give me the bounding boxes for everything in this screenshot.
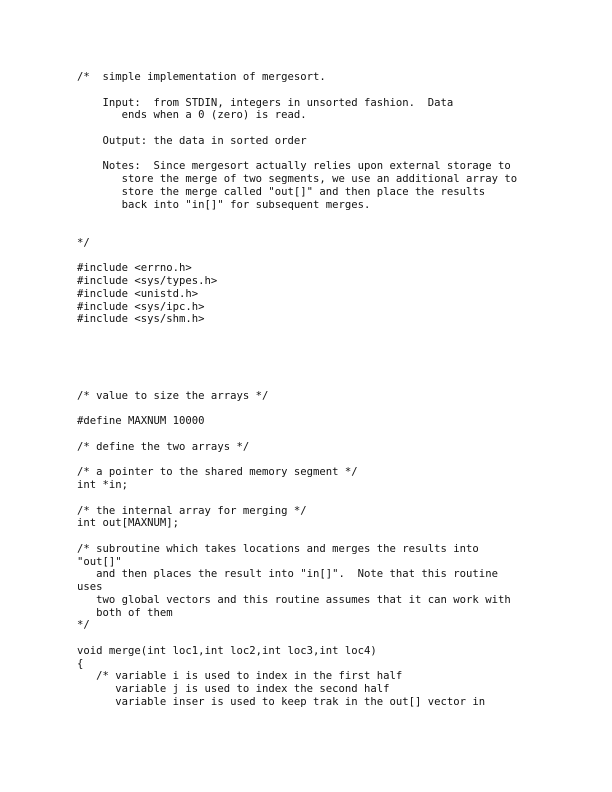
code-line: store the merge called "out[]" and then place the results [77, 185, 486, 198]
code-line: void merge(int loc1,int loc2,int loc3,int loc4) [77, 644, 377, 657]
code-line [77, 211, 517, 224]
code-line: Notes: Since mergesort actually relies upon external storage to [77, 160, 511, 173]
code-line: /* variable i is used to index in the first half [77, 670, 403, 683]
code-line: #include <sys/ipc.h> [77, 300, 205, 313]
code-line: back into "in[]" for subsequent merges. [77, 198, 371, 211]
code-line [77, 122, 517, 135]
code-line: int out[MAXNUM]; [77, 517, 180, 530]
code-line: */ [77, 236, 90, 249]
code-line: { [77, 657, 84, 670]
code-line: two global vectors and this routine assumes that it can work with [77, 593, 511, 606]
code-line [77, 224, 517, 237]
code-line: variable inser is used to keep trak in the out[] vector in [77, 695, 486, 708]
code-line: #include <errno.h> [77, 262, 192, 275]
code-line [77, 250, 517, 263]
code-line: "out[]" [77, 555, 122, 568]
code-line: Output: the data in sorted order [77, 134, 307, 147]
code-line: and then places the result into "in[]". Note that this routine [77, 568, 498, 581]
code-line: /* subroutine which takes locations and merges the results into [77, 542, 479, 555]
code-line: #define MAXNUM 10000 [77, 415, 205, 428]
code-line: uses [77, 581, 103, 593]
code-line: /* define the two arrays */ [77, 440, 250, 453]
code-line: #include <unistd.h> [77, 287, 199, 300]
code-line: both of them [77, 606, 173, 619]
code-line [77, 339, 517, 352]
code-line [77, 377, 517, 390]
code-line [77, 428, 517, 441]
source-code-listing [77, 71, 517, 709]
code-line [77, 530, 517, 543]
code-line: /* simple implementation of mergesort. [77, 71, 326, 83]
code-line: /* the internal array for merging */ [77, 504, 307, 517]
code-line: #include <sys/shm.h> [77, 313, 205, 326]
code-line [77, 364, 517, 377]
code-line: #include <sys/types.h> [77, 275, 218, 287]
code-line: /* a pointer to the shared memory segment */ [77, 466, 358, 479]
code-line [77, 632, 517, 645]
code-line [77, 403, 517, 416]
code-line: /* value to size the arrays */ [77, 389, 269, 402]
code-line: ends when a 0 (zero) is read. [77, 109, 307, 122]
code-line: */ [77, 619, 90, 632]
code-line [77, 148, 517, 161]
code-line [77, 326, 517, 339]
code-line [77, 492, 517, 505]
code-line [77, 352, 517, 365]
code-line: store the merge of two segments, we use an additional array to [77, 173, 518, 185]
code-line: Input: from STDIN, integers in unsorted fashion. Data [77, 96, 454, 109]
code-line [77, 454, 517, 467]
code-line [77, 84, 517, 97]
code-line: variable j is used to index the second half [77, 683, 390, 695]
code-line: int *in; [77, 479, 129, 491]
